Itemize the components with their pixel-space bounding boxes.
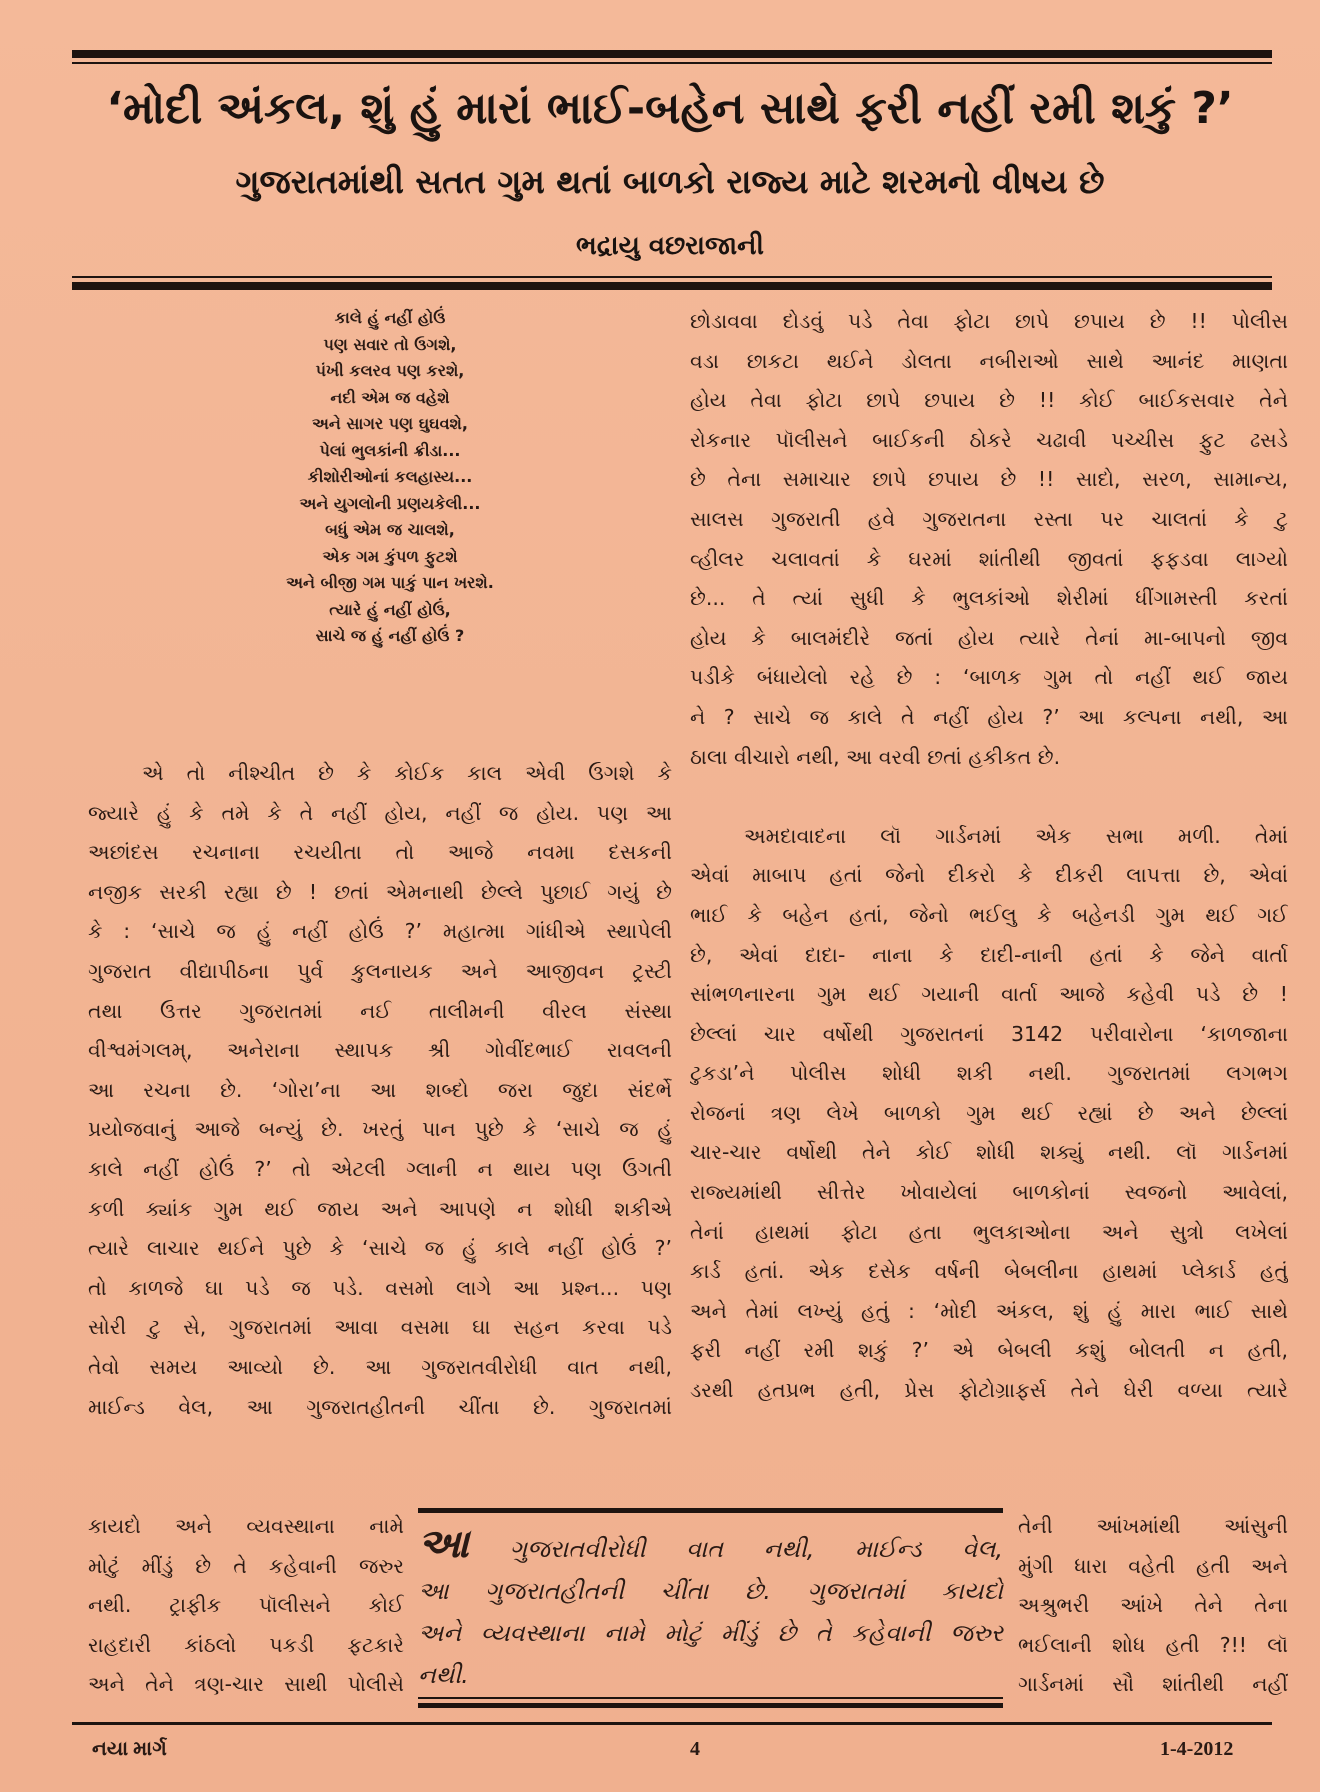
- text-line: છે તેના સમાચાર છાપે છપાય છે !! સાદો, સરળ, સામાન્ય,: [690, 467, 1288, 492]
- text-line: રાજ્યમાંથી સીત્તેર ખોવાયેલાં બાળકોનાં સ્વજનો આવેલાં,: [690, 1180, 1288, 1205]
- text-line: ડરથી હતપ્રભ હતી, પ્રેસ ફોટોગ્રાફર્સ તેને ઘેરી વળ્યા ત્યારે: [690, 1378, 1288, 1403]
- text-line: માઈન્ડ વેલ, આ ગુજરાતહીતની ચીંતા છે. ગુજરાતમાં: [88, 1394, 672, 1419]
- text-line: તો કાળજે ઘા પડે જ પડે. વસમો લાગે આ પ્રશ્ન... પણ: [88, 1275, 672, 1300]
- text-line: છે, એવાં દાદા- નાના કે દાદી-નાની હતાં કે જેને વાર્તા: [690, 942, 1288, 967]
- poem-line: અને સાગર પણ ઘુઘવશે,: [312, 414, 468, 433]
- right-column: [690, 302, 1288, 1411]
- text-line: અને તેમાં લખ્યું હતું : ‘મોદી અંકલ, શું હું મારા ભાઈ સાથે: [690, 1298, 1288, 1323]
- text-line: છે... તે ત્યાં સુધી કે ભુલકાંઓ શેરીમાં ધીંગામસ્તી કરતાં: [690, 586, 1288, 611]
- byline-rule-thick: [72, 282, 1272, 290]
- text-line: રોકનાર પૉલીસને બાઈકની ઠોકરે ચઢાવી પચ્ચીસ ફુટ ઢસડે: [690, 427, 1288, 452]
- text-line: એ તો નીશ્ચીત છે કે કોઈક કાલ એવી ઉગશે કે: [142, 761, 672, 785]
- text-line: ત્યારે લાચાર થઈને પુછે કે ‘સાચે જ હું કાલે નહીં હોઉં ?’: [88, 1236, 672, 1261]
- poem-line: સાચે જ હું નહીં હોઉં ?: [315, 626, 465, 645]
- poem-line: કાલે હું નહીં હોઉં: [334, 308, 446, 327]
- poem-line: પણ સવાર તો ઉગશે,: [323, 334, 457, 354]
- text-line: વ્હીલર ચલાવતાં કે ઘરમાં શાંતીથી જીવતાં ફફડવા લાગ્યો: [690, 546, 1288, 571]
- text-line: કળી ક્યાંક ગુમ થઈ જાય અને આપણે ન શોધી શકીએ: [88, 1196, 672, 1221]
- pullquote-rule-bottom-thick: [418, 1703, 1003, 1708]
- poem-line: પેલાં ભુલકાંની ક્રીડા...: [319, 440, 461, 460]
- pullquote-line-2: આ ગુજરાતહીતની ચીંતા છે. ગુજરાતમાં કાયદો: [418, 1577, 1003, 1605]
- text-line: તેનાં હાથમાં ફોટા હતા ભુલકાઓના અને સુત્રો લખેલાં: [690, 1219, 1288, 1244]
- text-line: રાહદારી કાંઠલો પકડી ફટકારે: [88, 1632, 404, 1657]
- left-column: [88, 754, 672, 1427]
- text-line: કાયદો અને વ્યવસ્થાના નામે: [88, 1514, 404, 1538]
- poem-line: અને બીજી ગમ પાકું પાન ખરશે.: [286, 573, 494, 592]
- text-line: ને ? સાચે જ કાલે તે નહીં હોય ?’ આ કલ્પના નથી, આ: [690, 704, 1288, 729]
- text-line: ઠાલા વીચારો નથી, આ વરવી છતાં હકીકત છે.: [690, 744, 1061, 769]
- pullquote-line-1: ગુજરાતવીરોધી વાત નથી, માઈન્ડ વેલ,: [468, 1535, 1003, 1563]
- byline-rule-thin: [72, 276, 1272, 278]
- text-line: ગાર્ડનમાં સૌ શાંતીથી નહીં: [1018, 1672, 1288, 1697]
- poem-line: બધું એમ જ ચાલશે,: [325, 520, 455, 539]
- headline: ‘મોદી અંકલ, શું હું મારાં ભાઈ-બહેન સાથે ફરી નહીં રમી શકું ?’: [106, 83, 1234, 134]
- pullquote-rule-bottom-thin: [418, 1697, 1003, 1699]
- pullquote-line-4: નથી.: [418, 1661, 469, 1689]
- top-rule-thick: [72, 50, 1272, 58]
- text-line: કે : ‘સાચે જ હું નહીં હોઉં ?’ મહાત્મા ગાંધીએ સ્થાપેલી: [88, 919, 672, 944]
- text-line: સોરી ટુ સે, ગુજરાતમાં આવા વસમા ઘા સહન કરવા પડે: [88, 1315, 672, 1340]
- text-line: અમદાવાદના લૉ ગાર્ડનમાં એક સભા મળી. તેમાં: [744, 823, 1288, 848]
- text-line: છેલ્લાં ચાર વર્ષોથી ગુજરાતનાં 3142 પરીવારોના ‘કાળજાના: [690, 1021, 1288, 1046]
- left-bottom-column: [88, 1506, 404, 1704]
- text-line: તથા ઉત્તર ગુજરાતમાં નઈ તાલીમની વીરલ સંસ્થા: [88, 998, 672, 1023]
- pullquote: [418, 1523, 1003, 1696]
- right-bottom-column: [1018, 1506, 1288, 1704]
- text-line: વડા છાકટા થઈને ડોલતા નબીરાઓ સાથે આનંદ માણતા: [690, 348, 1288, 373]
- text-line: ફરી નહીં રમી શકું ?’ એ બેબલી કશું બોલતી ન હતી,: [690, 1338, 1288, 1363]
- text-line: ગુજરાત વીદ્યાપીઠના પુર્વ કુલનાયક અને આજીવન ટ્રસ્ટી: [88, 958, 672, 983]
- poem-line: નદી એમ જ વહેશે: [330, 387, 450, 407]
- pullquote-lead: આ: [418, 1521, 469, 1567]
- subheadline: ગુજરાતમાંથી સતત ગુમ થતાં બાળકો રાજ્ય માટે શરમનો વીષય છે: [235, 162, 1105, 201]
- byline: ભદ્રાયુ વછરાજાની: [576, 231, 764, 261]
- text-line: અને તેને ત્રણ-ચાર સાથી પોલીસે: [88, 1672, 404, 1697]
- text-line: નજીક સરકી રહ્યા છે ! છતાં એમનાથી છેલ્લે પુછાઈ ગયું છે: [88, 879, 672, 904]
- poem-line: ત્યારે હું નહીં હોઉં,: [329, 599, 451, 619]
- text-line: ટુકડા’ને પોલીસ શોધી શકી નથી. ગુજરાતમાં લગભગ: [690, 1061, 1288, 1086]
- footer-rule: [72, 1722, 1272, 1725]
- poem-line: કીશોરીઓનાં કલહાસ્ય...: [307, 467, 473, 486]
- footer-date: 1-4-2012: [1160, 1738, 1234, 1760]
- text-line: તેવો સમય આવ્યો છે. આ ગુજરાતવીરોધી વાત નથી,: [88, 1354, 672, 1379]
- text-line: કાલે નહીં હોઉં ?’ તો એટલી ગ્લાની ન થાય પણ ઉગતી: [88, 1156, 672, 1181]
- text-line: મુંગી ધારા વહેતી હતી અને: [1018, 1553, 1288, 1578]
- text-line: જ્યારે હું કે તમે કે તે નહીં હોય, નહીં જ હોય. પણ આ: [88, 800, 672, 825]
- poem-line: પંખી કલરવ પણ કરશે,: [315, 361, 465, 380]
- text-line: હોય તેવા ફોટા છાપે છપાય છે !! કોઈ બાઈકસવાર તેને: [690, 388, 1288, 413]
- text-line: આ રચના છે. ‘ગોરા’ના આ શબ્દો જરા જુદા સંદર્ભે: [88, 1077, 672, 1102]
- text-line: સાલસ ગુજરાતી હવે ગુજરાતના રસ્તા પર ચાલતાં કે ટુ: [690, 506, 1288, 531]
- text-line: અછાંદસ રચનાના રચયીતા તો આજે નવમા દસકની: [88, 840, 672, 865]
- text-line: નથી. ટ્રાફીક પૉલીસને કોઈ: [88, 1593, 404, 1618]
- text-line: ચાર-ચાર વર્ષોથી તેને કોઈ શોધી શક્યું નથી. લૉ ગાર્ડનમાં: [690, 1140, 1288, 1165]
- text-line: છોડાવવા દોડવું પડે તેવા ફોટા છાપે છપાય છે !! પોલીસ: [690, 309, 1288, 333]
- text-line: અશ્રુભરી આંખે તેને તેના: [1018, 1593, 1288, 1618]
- footer-publication: નયા માર્ગ: [92, 1738, 167, 1760]
- pullquote-line-3: અને વ્યવસ્થાના નામે મોટું મીંડું છે તે કહેવાની જરુર: [418, 1619, 1003, 1647]
- text-line: મોટું મીંડું છે તે કહેવાની જરુર: [88, 1553, 404, 1578]
- text-line: પડીકે બંધાયેલો રહે છે : ‘બાળક ગુમ તો નહીં થઈ જાય: [690, 665, 1288, 690]
- poem-line: અને યુગલોની પ્રણયકેલી...: [299, 493, 481, 513]
- poem-line: એક ગમ કુંપળ ફુટશે: [322, 546, 458, 566]
- text-line: સાંભળનારના ગુમ થઈ ગયાની વાર્તા આજે કહેવી પડે છે !: [690, 982, 1288, 1007]
- text-line: રોજનાં ત્રણ લેખે બાળકો ગુમ થઈ રહ્યાં છે અને છેલ્લાં: [690, 1100, 1288, 1125]
- text-line: એવાં માબાપ હતાં જેનો દીકરો કે દીકરી લાપત્તા છે, એવાં: [690, 863, 1288, 888]
- text-line: તેની આંખમાંથી આંસુની: [1018, 1514, 1288, 1538]
- top-rule-thin: [72, 62, 1272, 64]
- text-line: ભાઈ કે બહેન હતાં, જેનો ભઈલુ કે બહેનડી ગુમ થઈ ગઈ: [690, 902, 1288, 927]
- text-line: [690, 777, 1288, 817]
- pullquote-rule-top: [418, 1508, 1003, 1513]
- text-line: પ્રયોજવાનું આજે બન્યું છે. ખરતું પાન પુછે કે ‘સાચે જ હું: [88, 1117, 672, 1142]
- text-line: હોય કે બાલમંદીરે જતાં હોય ત્યારે તેનાં મા-બાપનો જીવ: [690, 625, 1288, 650]
- footer-page-number: 4: [690, 1738, 700, 1760]
- text-line: વીશ્વમંગલમ્, અનેરાના સ્થાપક શ્રી ગોવીંદભાઈ રાવલની: [88, 1038, 672, 1063]
- text-line: ભઈલાની શોધ હતી ?!! લૉ: [1018, 1632, 1288, 1657]
- poem: [170, 305, 610, 650]
- text-line: કાર્ડ હતાં. એક દસેક વર્ષની બેબલીના હાથમાં પ્લેકાર્ડ હતું: [690, 1259, 1288, 1284]
